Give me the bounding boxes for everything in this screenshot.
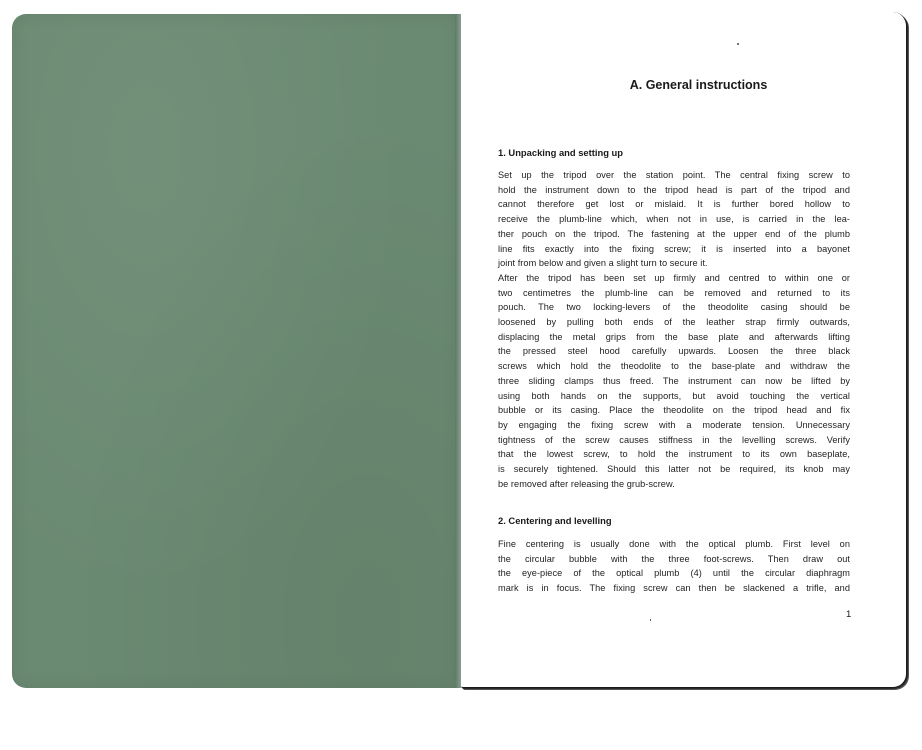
- text-line: After the tripod has been set up firmly and centred to within one or: [498, 272, 850, 283]
- text-line: hold the instrument down to the tripod head is part of the tripod and: [498, 184, 850, 195]
- text-line: tightness of the screw causes stiffness in the levelling screws. Verify: [498, 434, 850, 445]
- text-line: joint from below and given a slight turn to secure it.: [498, 258, 708, 269]
- text-line: Set up the tripod over the station point. The central fixing screw to: [498, 170, 850, 180]
- text-line: ther pouch on the tripod. The fastening at the upper end of the plumb: [498, 228, 850, 239]
- text-line: the circular bubble with the three foot-screws. Then draw out: [498, 553, 850, 564]
- text-line: loosened by pulling both ends of the leather strap firmly outwards,: [498, 317, 850, 328]
- text-line: three sliding clamps thus freed. The instrument can now be lifted by: [498, 375, 850, 386]
- text-line: two centimetres the plumb-line can be removed and returned to its: [498, 287, 850, 298]
- text-line: receive the plumb-line which, when not in use, is carried in the lea-: [498, 214, 850, 225]
- section-body-centering: [498, 537, 850, 596]
- text-line: cannot therefore get lost or mislaid. It is further bored hollow to: [498, 199, 850, 210]
- text-line: the pressed steel hood carefully upwards. Loosen the three black: [498, 346, 850, 357]
- text-line: pouch. The two locking-levers of the theodolite casing should be: [498, 302, 850, 313]
- print-speck: [737, 43, 739, 45]
- section-heading-unpacking: 1. Unpacking and setting up: [498, 147, 624, 158]
- print-speck: [650, 619, 651, 621]
- text-line: Fine centering is usually done with the optical plumb. First level on: [498, 539, 850, 549]
- text-line: be removed after releasing the grub-screw.: [498, 478, 675, 489]
- booklet-back-cover: [12, 14, 458, 688]
- section-body-unpacking: [498, 168, 850, 491]
- text-line: line fits exactly into the fixing screw; it is inserted into a bayonet: [498, 243, 850, 254]
- text-line: that the lowest screw, to hold the instrument to its own baseplate,: [498, 449, 850, 460]
- text-line: using both hands on the supports, but avoid touching the vertical: [498, 390, 850, 401]
- text-line: the eye-piece of the optical plumb (4) until the circular diaphragm: [498, 568, 850, 579]
- section-heading-centering: 2. Centering and levelling: [498, 515, 612, 526]
- page-title: A. General instructions: [629, 78, 768, 92]
- booklet-page: [461, 12, 907, 688]
- text-line: displacing the metal grips from the base plate and afterwards lifting: [498, 331, 850, 342]
- text-line: is securely tightened. Should this latter not be required, its knob may: [498, 464, 850, 475]
- text-line: mark is in focus. The fixing screw can then be slackened a trifle, and: [498, 583, 850, 594]
- text-line: bubble or its casing. Place the theodolite on the tripod head and fix: [498, 405, 850, 416]
- page-number: 1: [846, 609, 852, 620]
- text-line: screws which hold the theodolite to the base-plate and withdraw the: [498, 361, 850, 372]
- text-line: by engaging the fixing screw with a moderate tension. Unnecessary: [498, 419, 850, 430]
